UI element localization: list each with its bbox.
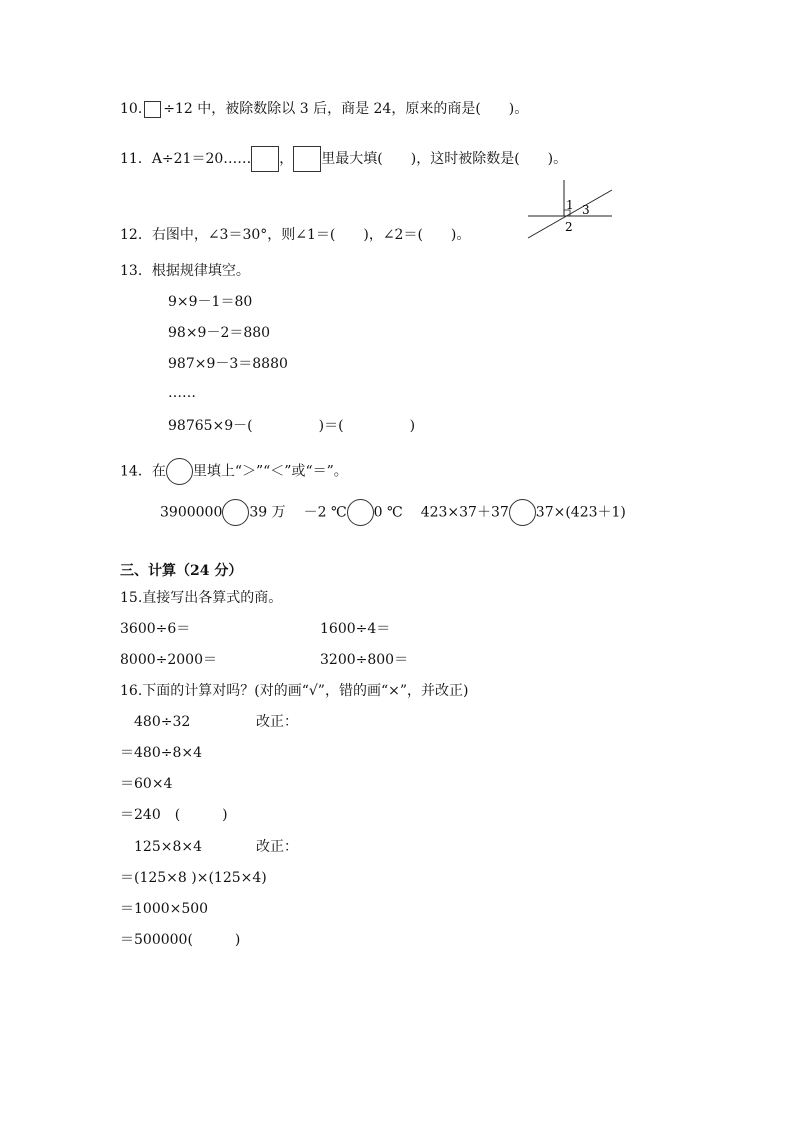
question-11: 11．A÷21＝20…… ， 里最大填( )，这时被除数是( )。 — [120, 146, 567, 172]
blank-circle — [222, 499, 249, 526]
question-14: 14．在 里填上“＞”“＜”或“＝”。 — [120, 458, 348, 485]
division-item: 3200÷800＝ — [320, 652, 409, 668]
pattern-line: 987×9－3＝8880 — [168, 356, 288, 372]
comparison-row: 3900000 39 万 －2 ℃ 0 ℃ 423×37＋37 37×(423＋1) — [160, 499, 626, 526]
pattern-last-line: 98765×9－( )＝( ) — [168, 418, 416, 434]
correction-label: 改正： — [256, 714, 298, 730]
question-15-title: 15.直接写出各算式的商。 — [120, 590, 283, 606]
calc-step: ＝500000( ) — [120, 932, 241, 948]
question-10: 10. ÷12 中，被除数除以 3 后，商是 24，原来的商是( )。 — [120, 101, 529, 117]
calc-step: ＝240 ( ) — [120, 807, 228, 823]
blank-circle — [166, 458, 193, 485]
pattern-line: 98×9－2＝880 — [168, 325, 271, 341]
angle-label-3: 3 — [582, 203, 590, 217]
division-item: 8000÷2000＝ — [120, 652, 217, 668]
blank-box — [251, 146, 279, 172]
section-title: 三、计算（24 分） — [120, 563, 243, 579]
division-item: 1600÷4＝ — [320, 621, 391, 637]
calc-step: ＝(125×8 )×(125×4) — [120, 870, 267, 886]
calc-step: ＝60×4 — [120, 776, 173, 792]
angle-label-1: 1 — [566, 198, 574, 212]
pattern-line: 9×9－1＝80 — [168, 294, 253, 310]
division-item: 3600÷6＝ — [120, 621, 191, 637]
calc-expression: 480÷32 — [134, 714, 191, 730]
question-13-title: 13．根据规律填空。 — [120, 263, 250, 279]
correction-label: 改正： — [256, 839, 298, 855]
blank-box — [144, 101, 161, 118]
angle-label-2: 2 — [565, 220, 573, 234]
calc-step: ＝480÷8×4 — [120, 745, 202, 761]
calc-step: ＝1000×500 — [120, 901, 209, 917]
question-12: 12．右图中，∠3＝30°，则∠1＝( )，∠2＝( )。 — [120, 227, 471, 243]
blank-box — [293, 146, 321, 172]
blank-circle — [347, 499, 374, 526]
blank-circle — [509, 499, 536, 526]
calc-expression: 125×8×4 — [134, 839, 202, 855]
pattern-ellipsis: …… — [168, 385, 196, 401]
question-16-title: 16.下面的计算对吗？(对的画“√”，错的画“×”，并改正) — [120, 683, 469, 699]
angle-figure — [524, 178, 616, 240]
